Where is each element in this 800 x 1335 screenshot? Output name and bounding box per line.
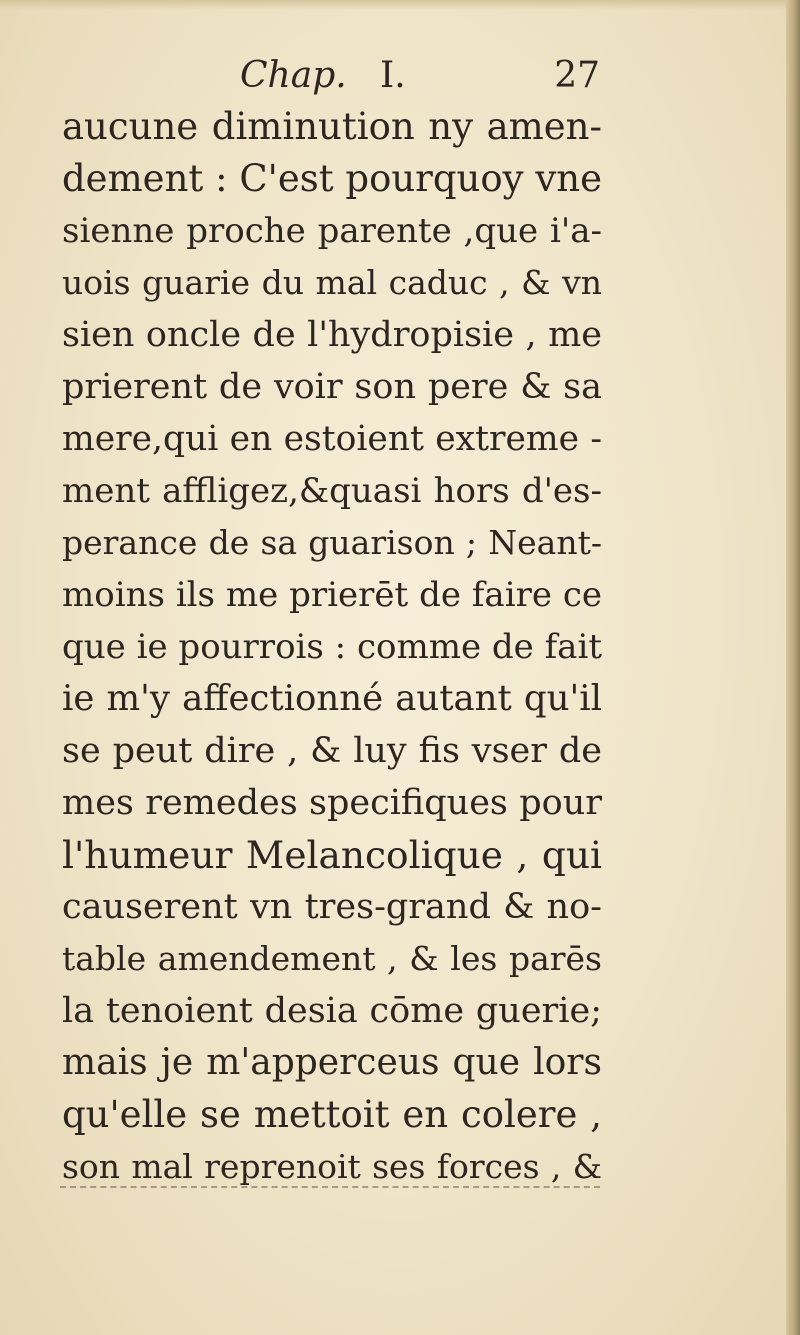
text-line: ment affligez,&quasi hors d'es- bbox=[62, 471, 602, 511]
text-line: se peut dire , & luy fis vser de bbox=[62, 731, 602, 771]
text-line: que ie pourrois : comme de fait bbox=[62, 627, 602, 667]
text-line: prierent de voir son pere & sa bbox=[62, 367, 602, 407]
text-line: table amendement , & les parēs bbox=[62, 939, 602, 978]
text-line: sienne proche parente ,que i'a- bbox=[62, 211, 602, 251]
text-line: mais je m'apperceus que lors bbox=[62, 1042, 602, 1083]
text-line: aucune diminution ny amen- bbox=[62, 105, 602, 148]
text-line: dement : C'est pourquoy vne bbox=[62, 157, 602, 200]
text-line: qu'elle se mettoit en colere , bbox=[62, 1093, 602, 1136]
running-head-chapter-number: I. bbox=[380, 55, 406, 96]
text-line: causerent vn tres-grand & no- bbox=[62, 887, 602, 927]
running-head bbox=[240, 52, 600, 100]
text-line: son mal reprenoit ses forces , & bbox=[62, 1147, 602, 1186]
text-line: moins ils me prierēt de faire ce bbox=[62, 575, 602, 615]
text-line: mere,qui en estoient extreme - bbox=[62, 419, 602, 459]
text-line: perance de sa guarison ; Neant- bbox=[62, 523, 602, 562]
text-line: mes remedes specifiques pour bbox=[62, 783, 602, 823]
footer-rule bbox=[60, 1186, 600, 1192]
running-head-chapter: Chap. bbox=[240, 55, 347, 96]
text-line: uois guarie du mal caduc , & vn bbox=[62, 263, 602, 302]
text-line: l'humeur Melancolique , qui bbox=[62, 833, 602, 877]
text-line: sien oncle de l'hydropisie , me bbox=[62, 315, 602, 355]
text-line: la tenoient desia cōme guerie; bbox=[62, 991, 602, 1031]
page-number: 27 bbox=[554, 55, 600, 96]
text-line: ie m'y affectionné autant qu'il bbox=[62, 678, 602, 719]
